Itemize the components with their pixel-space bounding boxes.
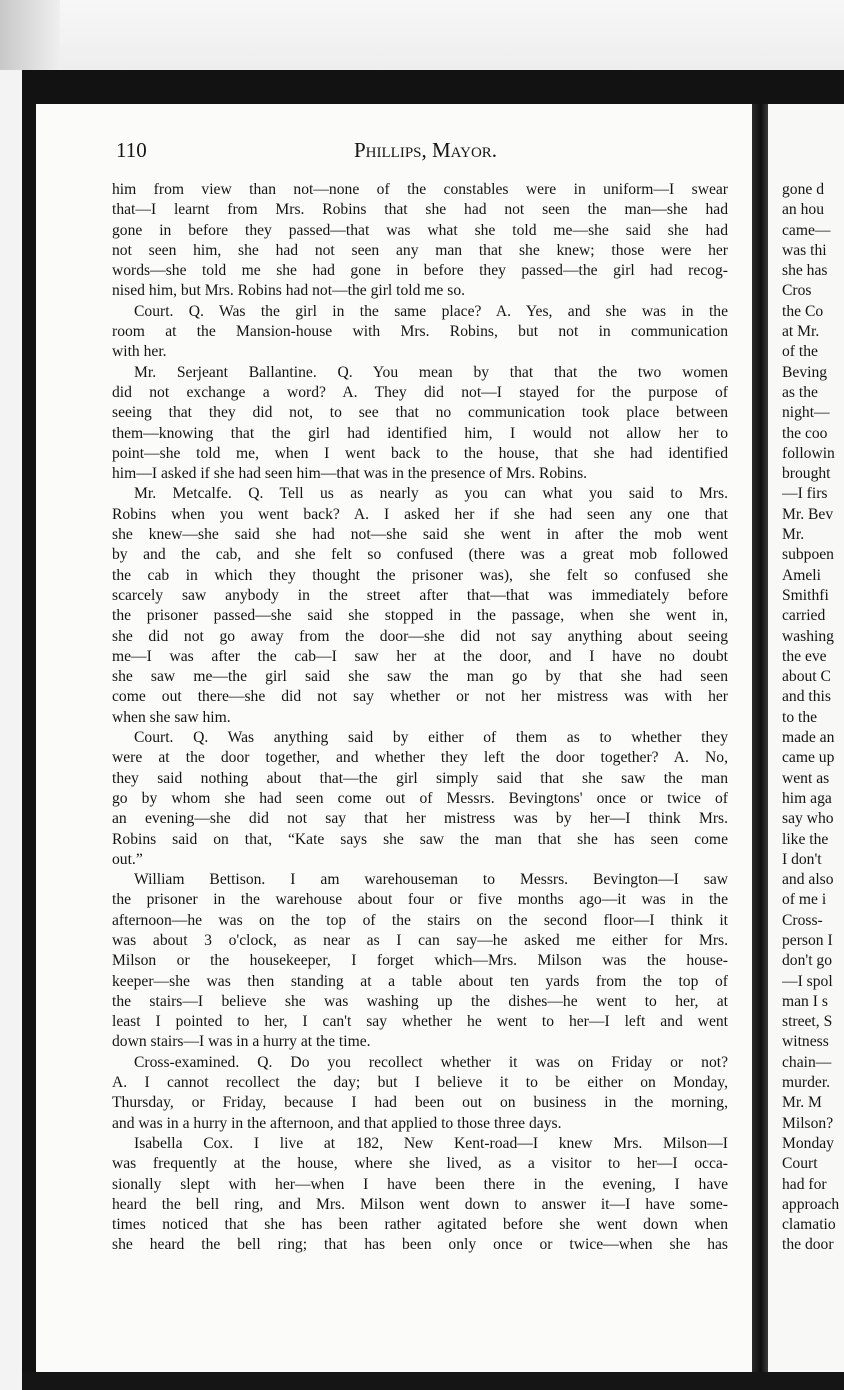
text-line: not seen him, she had not seen any man that she knew; those were her <box>112 241 728 259</box>
text-line: least I pointed to her, I can't say whether he went to her—I left and went <box>112 1013 728 1031</box>
facing-text-line: as the <box>782 383 818 401</box>
text-line: the cab in which they thought the prisoner was), she felt so confused she <box>112 566 728 584</box>
facing-text-line: —I spol <box>782 972 833 990</box>
page-number: 110 <box>116 138 147 162</box>
facing-text-line: and also <box>782 871 834 889</box>
facing-text-line: at Mr. <box>782 323 820 341</box>
facing-text-line: followin <box>782 444 835 462</box>
facing-text-line: the door <box>782 1236 834 1254</box>
facing-text-line: Ameli <box>782 566 821 584</box>
facing-text-line: like the <box>782 830 829 848</box>
text-line: when she saw him. <box>112 708 231 726</box>
facing-text-line: to the <box>782 708 818 726</box>
facing-text-line: Beving <box>782 363 828 381</box>
text-line: she heard the bell ring; that has been only once or twice—when she has <box>112 1236 728 1254</box>
facing-text-line: an hou <box>782 201 825 219</box>
facing-text-line: of the <box>782 343 818 361</box>
text-line: point—she told me, when I went back to the house, that she had identified <box>112 444 728 462</box>
page-header <box>116 138 716 168</box>
text-line: with her. <box>112 343 167 361</box>
text-line: Court. Q. Was anything said by either of them as to whether they <box>134 729 728 747</box>
text-line: Robins when you went back? A. I asked her if she had seen any one that <box>112 505 728 523</box>
facing-text-line: man I s <box>782 992 828 1010</box>
book-gutter <box>752 104 768 1372</box>
facing-text-line: don't go <box>782 952 833 970</box>
text-line: me—I was after the cab—I saw her at the door, and I have no doubt <box>112 647 728 665</box>
text-line: they said nothing about that—the girl simply said that she saw the man <box>112 769 728 787</box>
running-head: Phillips, Mayor. <box>354 138 498 162</box>
text-line: him—I asked if she had seen him—that was in the presence of Mrs. Robins. <box>112 465 588 483</box>
text-line: Milson or the housekeeper, I forget which—Mrs. Milson was the house- <box>112 952 728 970</box>
facing-text-line: of me i <box>782 891 827 909</box>
facing-text-line: the Co <box>782 302 824 320</box>
text-line: and was in a hurry in the afternoon, and that applied to those three days. <box>112 1114 562 1132</box>
text-line: William Bettison. I am warehouseman to Messrs. Bevington—I saw <box>134 871 728 889</box>
text-line: scarcely saw anybody in the street after that—that was immediately before <box>112 586 728 604</box>
facing-text-line: say who <box>782 810 834 828</box>
text-line: room at the Mansion-house with Mrs. Robins, but not in communication <box>112 323 728 341</box>
text-line: Isabella Cox. I live at 182, New Kent-road—I knew Mrs. Milson—I <box>134 1134 728 1152</box>
facing-text-line: had for <box>782 1175 827 1193</box>
text-line: down stairs—I was in a hurry at the time. <box>112 1033 371 1051</box>
text-line: gone in before they passed—that was what she told me—she said she had <box>112 221 728 239</box>
facing-text-line: chain— <box>782 1053 832 1071</box>
facing-text-line: person I <box>782 931 833 949</box>
text-line: Robins said on that, “Kate says she saw the man that she has seen come <box>112 830 728 848</box>
facing-text-line: Milson? <box>782 1114 834 1132</box>
text-line: she saw me—the girl said she saw the man go by that she had seen <box>112 668 728 686</box>
text-line: by and the cab, and she felt so confused (there was a great mob followed <box>112 546 728 564</box>
facing-text-line: she has <box>782 262 828 280</box>
scan-left-border <box>22 70 36 1390</box>
facing-text-line: carried <box>782 607 826 625</box>
text-line: out.” <box>112 850 143 868</box>
facing-text-line: clamatio <box>782 1216 836 1234</box>
facing-text-line: went as <box>782 769 830 787</box>
text-line: them—knowing that the girl had identified him, I would not allow her to <box>112 424 728 442</box>
main-text-column <box>112 180 728 1256</box>
text-line: times noticed that she has been rather agitated before she went down when <box>112 1216 728 1234</box>
text-line: an evening—she did not say that her mistress was by her—I think Mrs. <box>112 810 728 828</box>
scan-bottom-border <box>22 1372 844 1390</box>
text-line: nised him, but Mrs. Robins had not—the girl told me so. <box>112 282 466 300</box>
text-line: him from view than not—none of the constables were in uniform—I swear <box>112 181 728 198</box>
facing-text-line: approach <box>782 1195 840 1213</box>
text-line: Court. Q. Was the girl in the same place? A. Yes, and she was in the <box>134 302 728 320</box>
facing-text-line: came up <box>782 749 835 767</box>
facing-text-line: night— <box>782 404 830 422</box>
text-line: was frequently at the house, where she lived, as a visitor to her—I occa- <box>112 1155 728 1173</box>
facing-page-text-column <box>782 180 844 1256</box>
facing-text-line: about C <box>782 668 831 686</box>
facing-text-line: the coo <box>782 424 828 442</box>
facing-text-line: Court <box>782 1155 818 1173</box>
text-line: sionally slept with her—when I have been there in the evening, I have <box>112 1175 728 1193</box>
facing-text-line: came— <box>782 221 831 239</box>
facing-text-line: Mr. Bev <box>782 505 834 523</box>
facing-text-line: the eve <box>782 647 827 665</box>
facing-text-line: brought <box>782 465 831 483</box>
facing-text-line: made an <box>782 729 835 747</box>
scan-top-border <box>22 70 844 104</box>
facing-text-line: subpoen <box>782 546 834 564</box>
text-line: that—I learnt from Mrs. Robins that she had not seen the man—she had <box>112 201 728 219</box>
text-line: words—she told me she had gone in before they passed—the girl had recog- <box>112 262 728 280</box>
text-line: go by whom she had seen come out of Messrs. Bevingtons' once or twice of <box>112 789 728 807</box>
text-line: she knew—she said she had not—she said she went in after the mob went <box>112 526 728 544</box>
scan-top-margin <box>0 0 844 70</box>
text-line: Mr. Metcalfe. Q. Tell us as nearly as you can what you said to Mrs. <box>134 485 728 503</box>
text-line: Mr. Serjeant Ballantine. Q. You mean by that that the two women <box>134 363 728 381</box>
text-line: the prisoner in the warehouse about four or five months ago—it was in the <box>112 891 728 909</box>
facing-text-line: street, S <box>782 1013 833 1031</box>
facing-text-line: I don't <box>782 850 822 868</box>
facing-text-line: murder. <box>782 1074 831 1092</box>
facing-text-line: Cros <box>782 282 812 300</box>
text-line: the prisoner passed—she said she stopped in the passage, when she went in, <box>112 607 728 625</box>
text-line: Cross-examined. Q. Do you recollect whether it was on Friday or not? <box>134 1053 728 1071</box>
text-line: heard the bell ring, and Mrs. Milson went down to answer it—I have some- <box>112 1195 728 1213</box>
facing-text-line: gone d <box>782 181 825 198</box>
text-line: she did not go away from the door—she did not say anything about seeing <box>112 627 728 645</box>
facing-text-line: witness <box>782 1033 829 1051</box>
scan-smudge <box>0 0 60 70</box>
facing-text-line: was thi <box>782 241 827 259</box>
facing-text-line: Smithfi <box>782 586 829 604</box>
facing-text-line: washing <box>782 627 834 645</box>
facing-text-line: him aga <box>782 789 832 807</box>
facing-text-line: Cross- <box>782 911 823 929</box>
facing-text-line: —I firs <box>782 485 828 503</box>
text-line: did not exchange a word? A. They did not—I stayed for the purpose of <box>112 383 728 401</box>
facing-text-line: and this <box>782 688 831 706</box>
text-line: afternoon—he was on the top of the stairs on the second floor—I think it <box>112 911 728 929</box>
facing-text-line: Mr. M <box>782 1094 822 1112</box>
text-line: were at the door together, and whether they left the door together? A. No, <box>112 749 728 767</box>
text-line: was about 3 o'clock, as near as I can say—he asked me either for Mrs. <box>112 931 728 949</box>
text-line: A. I cannot recollect the day; but I believe it to be either on Monday, <box>112 1074 728 1092</box>
facing-text-line: Mr. <box>782 526 805 544</box>
text-line: keeper—she was then standing at a table about ten yards from the top of <box>112 972 728 990</box>
text-line: the stairs—I believe she was washing up the dishes—he went to her, at <box>112 992 728 1010</box>
text-line: Thursday, or Friday, because I had been out on business in the morning, <box>112 1094 728 1112</box>
text-line: seeing that they did not, to see that no communication took place between <box>112 404 728 422</box>
text-line: come out there—she did not say whether or not her mistress was with her <box>112 688 728 706</box>
facing-text-line: Monday <box>782 1134 834 1152</box>
